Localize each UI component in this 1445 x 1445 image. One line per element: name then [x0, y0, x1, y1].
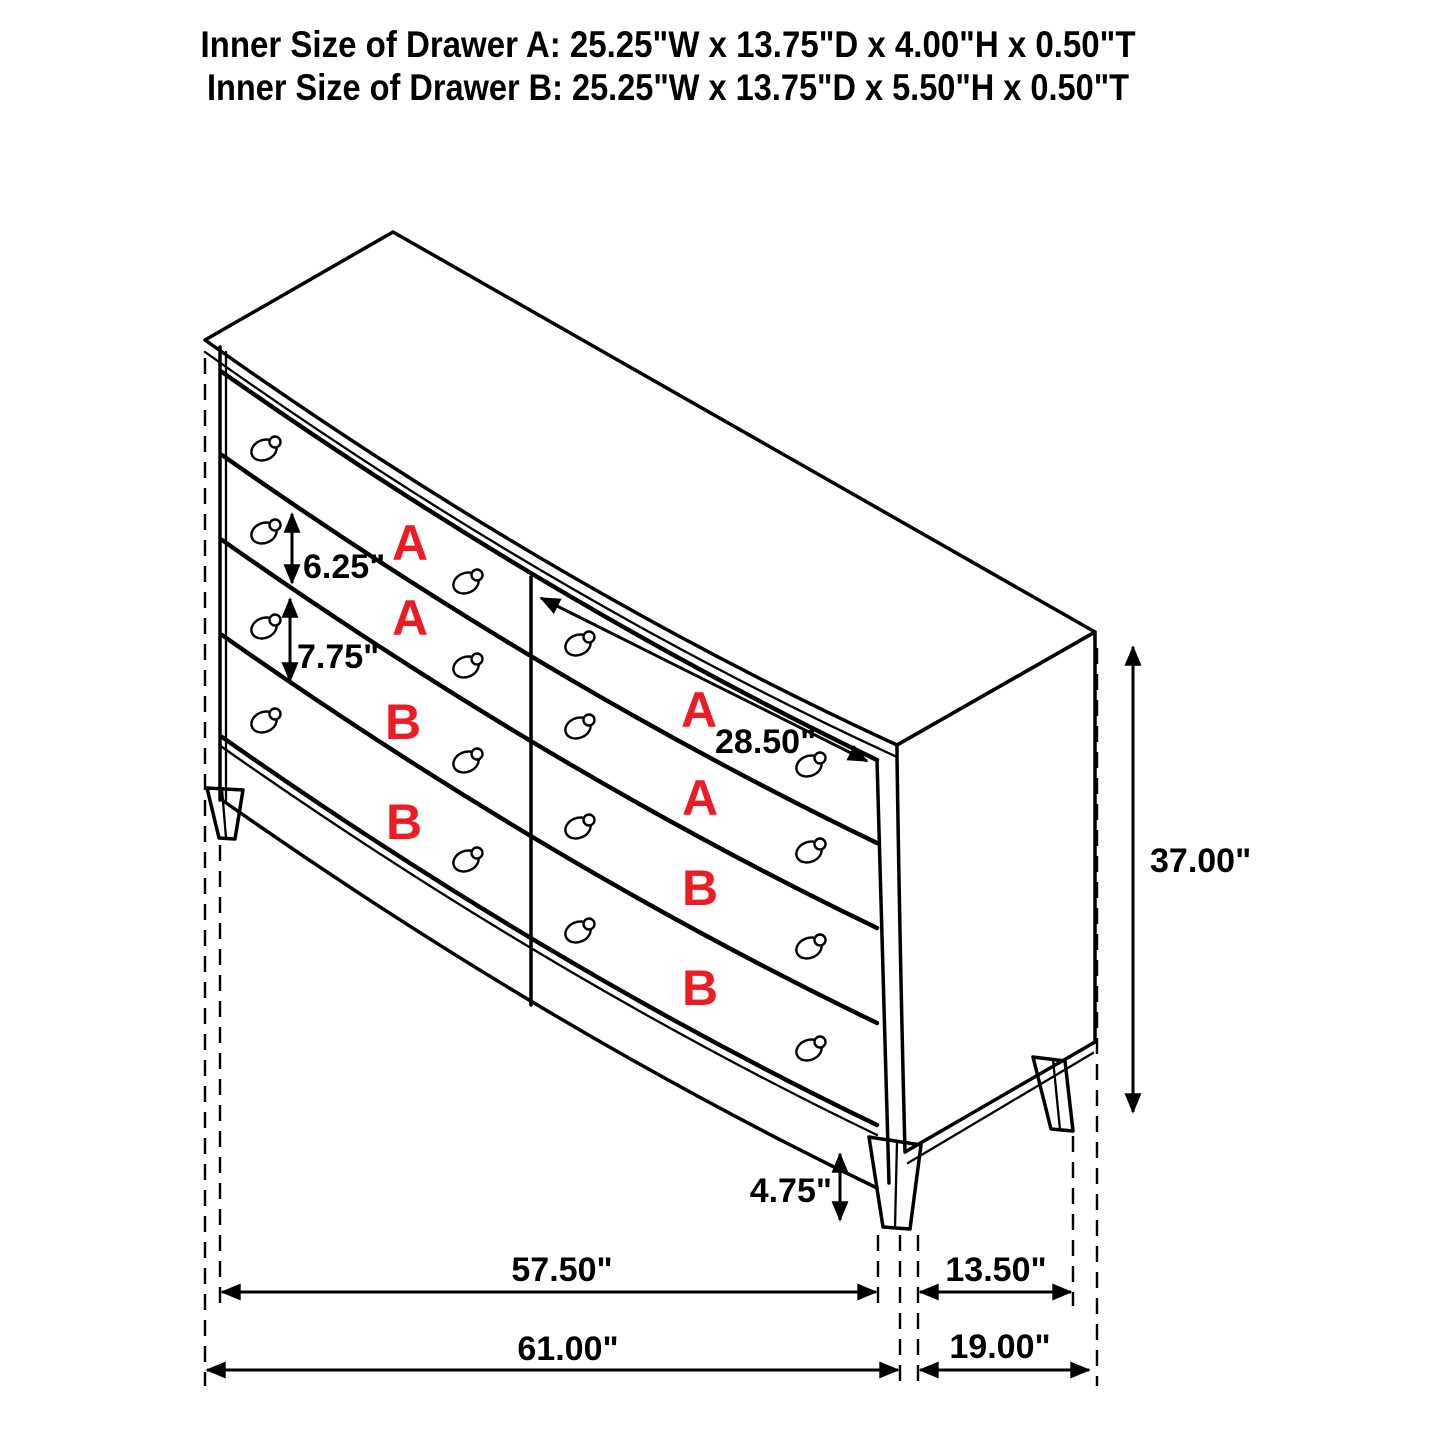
dim-depth-between-legs: 13.50" — [945, 1251, 1047, 1289]
back-right-leg — [1033, 1057, 1073, 1131]
dim-drawer-a-height: 6.25" — [303, 548, 386, 586]
drawer-knob — [450, 748, 482, 776]
dim-leg-height: 4.75" — [749, 1172, 832, 1210]
drawer-label-right-2: A — [681, 770, 719, 826]
front-right-leg — [869, 1137, 921, 1229]
dim-overall-depth: 19.00" — [949, 1328, 1051, 1366]
dim-drawer-b-height: 7.75" — [297, 638, 380, 676]
drawer-row3-bottom-edge — [222, 635, 877, 1023]
drawer-knob — [450, 653, 482, 681]
drawer-label-left-4: B — [385, 794, 423, 850]
title-line-2: Inner Size of Drawer B: 25.25"W x 13.75"D x 5.50"H x 0.50"T — [207, 67, 1130, 108]
drawer-knob — [562, 918, 594, 946]
drawer-knob — [248, 436, 280, 464]
drawer-knob — [248, 708, 280, 736]
drawer-knob — [562, 814, 594, 842]
dresser-drawing — [205, 232, 1095, 1229]
dim-drawer-width: 28.50" — [715, 723, 817, 761]
drawer-knob — [450, 847, 482, 875]
drawer-label-left-2: A — [391, 590, 429, 646]
drawer-knob — [248, 614, 280, 642]
drawer-knob — [248, 519, 280, 547]
drawer-knob — [562, 631, 594, 659]
drawer-knob — [450, 569, 482, 597]
title-line-1: Inner Size of Drawer A: 25.25"W x 13.75"D x 4.00"H x 0.50"T — [200, 24, 1136, 65]
drawer-label-right-4: B — [681, 960, 719, 1016]
drawer-knob — [793, 934, 825, 962]
drawer-label-left-3: B — [384, 694, 422, 750]
drawer-label-left-1: A — [391, 515, 429, 571]
dim-width-between-legs: 57.50" — [511, 1251, 613, 1289]
drawer-knob — [562, 714, 594, 742]
drawer-knob — [793, 838, 825, 866]
projection-lines — [205, 358, 1097, 1386]
dim-overall-height: 37.00" — [1150, 842, 1252, 880]
drawer-knob — [793, 1036, 825, 1064]
dim-overall-width: 61.00" — [517, 1330, 619, 1368]
drawer-label-right-3: B — [681, 860, 719, 916]
drawer-label-right-1: A — [680, 682, 718, 738]
